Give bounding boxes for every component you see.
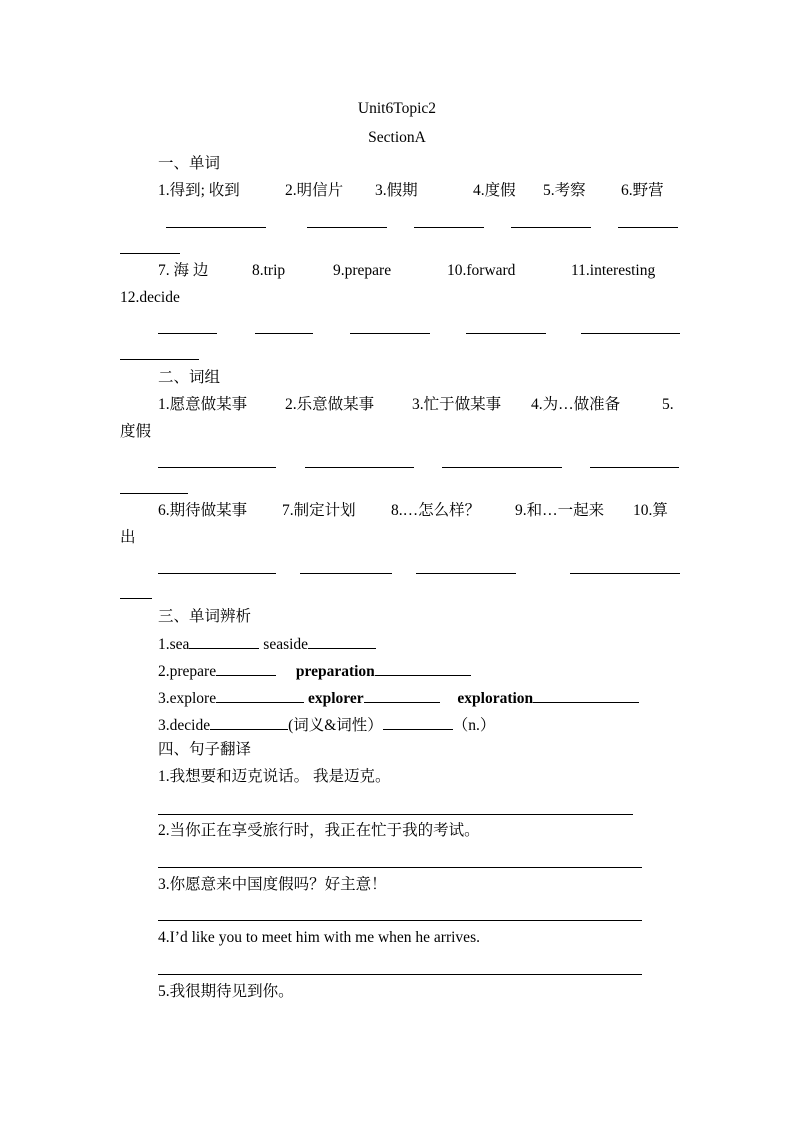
answer-line[interactable] [158, 974, 642, 975]
answer-blank[interactable] [216, 661, 276, 676]
word-prompt: 1.得到; 收到 [158, 182, 240, 199]
answer-blank[interactable] [120, 598, 152, 599]
translation-prompt: 2.当你正在享受旅行时，我正在忙于我的考试。 [158, 822, 480, 839]
discrimination-line [158, 688, 639, 709]
word-label: explorer [307, 690, 364, 707]
answer-blank[interactable] [307, 227, 387, 228]
phrase-prompt: 4.为…做准备 [531, 396, 621, 413]
answer-blank[interactable] [210, 715, 288, 730]
answer-blank[interactable] [120, 359, 199, 360]
word-label: 3.decide [158, 717, 211, 734]
word-prompt: 6.野营 [621, 182, 664, 199]
answer-line[interactable] [158, 814, 633, 815]
section4-heading: 四、句子翻译 [158, 741, 252, 758]
word-prompt: 11.interesting [571, 262, 656, 279]
answer-blank[interactable] [442, 467, 562, 468]
word-prompt: 5.考察 [543, 182, 586, 199]
discrimination-line [158, 634, 376, 655]
answer-blank[interactable] [364, 688, 440, 703]
word-label: 1.sea [158, 636, 190, 653]
answer-blank[interactable] [158, 333, 217, 334]
translation-prompt: 1.我想要和迈克说话。 我是迈克。 [158, 768, 391, 785]
word-label: 2.prepare [158, 663, 217, 680]
word-prompt: 3.假期 [375, 182, 418, 199]
answer-blank[interactable] [305, 467, 414, 468]
section3-heading: 三、单词辨析 [158, 608, 252, 625]
answer-blank[interactable] [375, 661, 471, 676]
page-title: Unit6Topic2 [357, 100, 437, 117]
hint-label: (词义&词性） [288, 717, 383, 734]
phrase-prompt: 7.制定计划 [282, 502, 356, 519]
answer-blank[interactable] [383, 715, 453, 730]
answer-line[interactable] [158, 867, 642, 868]
phrase-prompt: 出 [120, 529, 136, 546]
translation-prompt: 5.我很期待见到你。 [158, 983, 294, 1000]
answer-blank[interactable] [570, 573, 680, 574]
answer-blank[interactable] [533, 688, 639, 703]
word-prompt: 8.trip [252, 262, 286, 279]
answer-blank[interactable] [216, 688, 304, 703]
word-label: preparation [295, 663, 375, 680]
answer-blank[interactable] [300, 573, 392, 574]
word-prompt: 7. 海 边 [158, 262, 209, 279]
translation-prompt: 4.I’d like you to meet him with me when he arrives. [158, 929, 480, 946]
answer-blank[interactable] [416, 573, 516, 574]
section2-heading: 二、词组 [158, 369, 221, 386]
phrase-prompt: 8.…怎么样？ [391, 502, 481, 519]
phrase-prompt: 1.愿意做某事 [158, 396, 248, 413]
word-prompt: 12.decide [120, 289, 180, 306]
hint-label: （n.） [452, 717, 496, 734]
word-label: exploration [457, 690, 534, 707]
answer-blank[interactable] [120, 493, 188, 494]
word-label: 3.explore [158, 690, 217, 707]
answer-blank[interactable] [414, 227, 484, 228]
answer-blank[interactable] [350, 333, 430, 334]
answer-blank[interactable] [466, 333, 546, 334]
answer-blank[interactable] [581, 333, 680, 334]
word-prompt: 10.forward [447, 262, 516, 279]
answer-blank[interactable] [189, 634, 259, 649]
phrase-prompt: 6.期待做某事 [158, 502, 248, 519]
section1-heading: 一、单词 [158, 155, 221, 172]
answer-blank[interactable] [308, 634, 376, 649]
translation-prompt: 3.你愿意来中国度假吗？好主意！ [158, 876, 387, 893]
discrimination-line [158, 715, 495, 736]
phrase-prompt: 9.和…一起来 [515, 502, 605, 519]
answer-blank[interactable] [158, 573, 276, 574]
word-prompt: 9.prepare [333, 262, 392, 279]
phrase-prompt: 3.忙于做某事 [412, 396, 502, 413]
answer-blank[interactable] [158, 467, 276, 468]
word-prompt: 2.明信片 [285, 182, 344, 199]
answer-blank[interactable] [166, 227, 266, 228]
phrase-prompt: 10.算 [633, 502, 668, 519]
answer-blank[interactable] [120, 253, 180, 254]
phrase-prompt: 5. [662, 396, 674, 413]
answer-blank[interactable] [618, 227, 678, 228]
word-label: seaside [263, 636, 309, 653]
page-subtitle: SectionA [368, 129, 426, 146]
phrase-prompt: 度假 [120, 423, 152, 440]
phrase-prompt: 2.乐意做某事 [285, 396, 375, 413]
discrimination-line [158, 661, 471, 682]
answer-blank[interactable] [255, 333, 313, 334]
word-prompt: 4.度假 [473, 182, 516, 199]
answer-blank[interactable] [590, 467, 679, 468]
answer-line[interactable] [158, 920, 642, 921]
answer-blank[interactable] [511, 227, 591, 228]
